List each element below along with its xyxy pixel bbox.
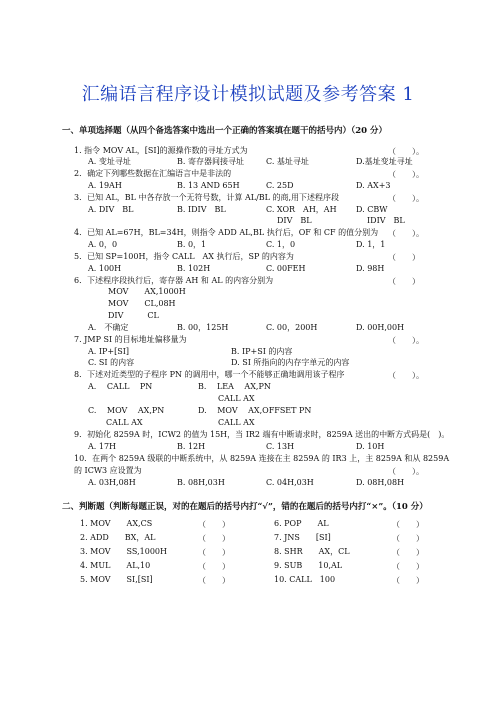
q1-option-b: B. 寄存器间接寻址 (177, 157, 244, 166)
q5-option-a: A. 100H (88, 264, 122, 273)
q2-option-a: A. 19AH (88, 181, 122, 190)
q6-code-line-1: MOV AX,1000H (108, 287, 186, 296)
tf-item-7-paren: （ ） (392, 534, 424, 543)
q7-option-d: D. SI 所指向的内存字单元的内容 (231, 358, 350, 367)
q6-option-a: A. 不确定 (88, 323, 129, 332)
tf-item-1-paren: （ ） (198, 520, 230, 529)
q3-option-a: A. DIV BL (88, 205, 134, 214)
q6-option-d: D. 00H,00H (356, 323, 405, 332)
q5-option-b: B. 102H (177, 264, 211, 273)
q9-option-c: C. 13H (266, 442, 295, 451)
question-8-paren: （ ）。 (388, 371, 424, 380)
question-8-stem: 8．下述对近类型的子程序 PN 的调用中，哪一个不能够正确地调用该子程序 (74, 370, 345, 379)
q7-option-b: B. IP+SI 的内容 (231, 347, 293, 356)
q10-option-d: D. 08H,08H (356, 478, 405, 487)
q8-option-b-line2: CALL AX (218, 394, 255, 403)
tf-item-10: 10. CALL 100 (274, 575, 336, 584)
q10-option-c: C. 04H,03H (266, 478, 314, 487)
q8-option-b: B. LEA AX,PN (198, 382, 271, 391)
q9-option-a: A. 17H (88, 442, 117, 451)
q4-option-a: A. 0，0 (88, 240, 118, 249)
q9-option-d: D. 10H (356, 442, 385, 451)
question-10-stem: 10．在两个 8259A 级联的中断系统中，从 8259A 连接在主 8259A 的 IR3 上，主 8259A 和从 8259A (74, 454, 450, 463)
q1-option-c: C. 基址寻址 (266, 157, 309, 166)
q5-option-d: D. 98H (356, 264, 385, 273)
tf-item-4: 4. MUL AL,10 (80, 561, 151, 570)
q3-option-b: B. IDIV BL (177, 205, 226, 214)
question-3-paren: （ ）。 (388, 194, 424, 203)
section1-heading: 一、单项选择题（从四个备选答案中选出一个正确的答案填在题干的括号内）（20 分） (62, 126, 388, 136)
q7-option-c: C. SI 的内容 (88, 358, 135, 367)
tf-item-5-paren: （ ） (198, 576, 230, 585)
q2-option-d: D. AX+3 (356, 181, 391, 190)
tf-item-2: 2. ADD BX，AL (80, 533, 156, 542)
tf-item-6: 6. POP AL (274, 519, 329, 528)
question-5-stem: 5．已知 SP=100H，指令 CALL AX 执行后，SP 的内容为 (74, 252, 294, 261)
question-9-stem: 9．初始化 8259A 时，ICW2 的值为 15H，当 IR2 端有中断请求时，8259A 送出的中断方式码是( )。 (74, 430, 450, 439)
tf-item-9: 9. SUB 10,AL (274, 561, 343, 570)
question-6-stem: 6．下述程序段执行后，寄存器 AH 和 AL 的内容分别为 (74, 276, 274, 285)
question-7-paren: （ ）。 (388, 336, 424, 345)
question-3-stem: 3．已知 AL，BL 中各存放一个无符号数，计算 AL/BL 的商,用下述程序段 (74, 193, 340, 202)
q3-option-d-line2: IDIV BL (367, 216, 405, 225)
question-10-paren: （ ）。 (388, 467, 424, 476)
tf-item-5: 5. MOV SI,[SI] (80, 575, 153, 584)
q3-option-c: C. XOR AH，AH (266, 205, 337, 214)
question-4-stem: 4．已知 AL=67H，BL=34H，则指令 ADD AL,BL 执行后，OF 和 CF 的值分别为 (74, 228, 379, 237)
q4-option-b: B. 0，1 (177, 240, 207, 249)
question-2-stem: 2．确定下列哪些数据在汇编语言中是非法的 (74, 169, 232, 178)
q10-option-a: A. 03H,08H (88, 478, 136, 487)
section2-heading: 二、判断题（判断每题正误，对的在题后的括号内打“√”，错的在题后的括号内打“×”。（10 分） (62, 502, 428, 512)
question-1-paren: （ ）。 (388, 147, 424, 156)
tf-item-7: 7. JNS [SI] (274, 533, 331, 542)
question-7-stem: 7. JMP SI 的目标地址偏移量为 (74, 335, 187, 344)
tf-item-8-paren: （ ） (392, 548, 424, 557)
tf-item-10-paren: （ ） (392, 576, 424, 585)
q4-option-d: D. 1，1 (356, 240, 386, 249)
question-2-paren: （ ）。 (388, 170, 424, 179)
tf-item-6-paren: （ ） (392, 520, 424, 529)
q8-option-d-line2: CALL AX (218, 418, 255, 427)
tf-item-3: 3. MOV SS,1000H (80, 547, 167, 556)
q7-option-a: A. IP+[SI] (88, 347, 129, 356)
q4-option-c: C. 1，0 (266, 240, 296, 249)
q10-option-b: B. 08H,03H (177, 478, 225, 487)
q8-option-a: A. CALL PN (88, 382, 153, 391)
q6-option-c: C. 00，200H (266, 323, 318, 332)
q8-option-c: C. MOV AX,PN (88, 406, 165, 415)
question-10-stem-line2: 的 ICW3 应设置为 (74, 466, 142, 475)
question-6-paren: （ ） (388, 277, 420, 286)
q8-option-d: D. MOV AX,OFFSET PN (198, 406, 312, 415)
q3-option-c-line2: DIV BL (277, 216, 312, 225)
question-4-paren: （ ）。 (388, 229, 424, 238)
tf-item-3-paren: （ ） (198, 548, 230, 557)
tf-item-2-paren: （ ） (198, 534, 230, 543)
q3-option-d: D. CBW (356, 205, 388, 214)
tf-item-4-paren: （ ） (198, 562, 230, 571)
tf-item-9-paren: （ ） (392, 562, 424, 571)
document-title: 汇编语言程序设计模拟试题及参考答案 1 (81, 84, 415, 105)
q2-option-c: C. 25D (266, 181, 294, 190)
q9-option-b: B. 12H (177, 442, 206, 451)
q8-option-c-line2: CALL AX (106, 418, 143, 427)
tf-item-8: 8. SHR AX，CL (274, 547, 350, 556)
q1-option-a: A. 变址寻址 (88, 157, 131, 166)
question-1-stem: 1. 指令 MOV AL，[SI]的源操作数的寻址方式为 (74, 146, 248, 155)
q2-option-b: B. 13 AND 65H (177, 181, 240, 190)
question-5-paren: （ ） (388, 253, 420, 262)
q1-option-d: D.基址变址寻址 (356, 157, 413, 166)
q6-code-line-3: DIV CL (108, 311, 159, 320)
q6-option-b: B. 00，125H (177, 323, 229, 332)
tf-item-1: 1. MOV AX,CS (80, 519, 153, 528)
q6-code-line-2: MOV CL,08H (108, 299, 176, 308)
q5-option-c: C. 00FEH (266, 264, 306, 273)
